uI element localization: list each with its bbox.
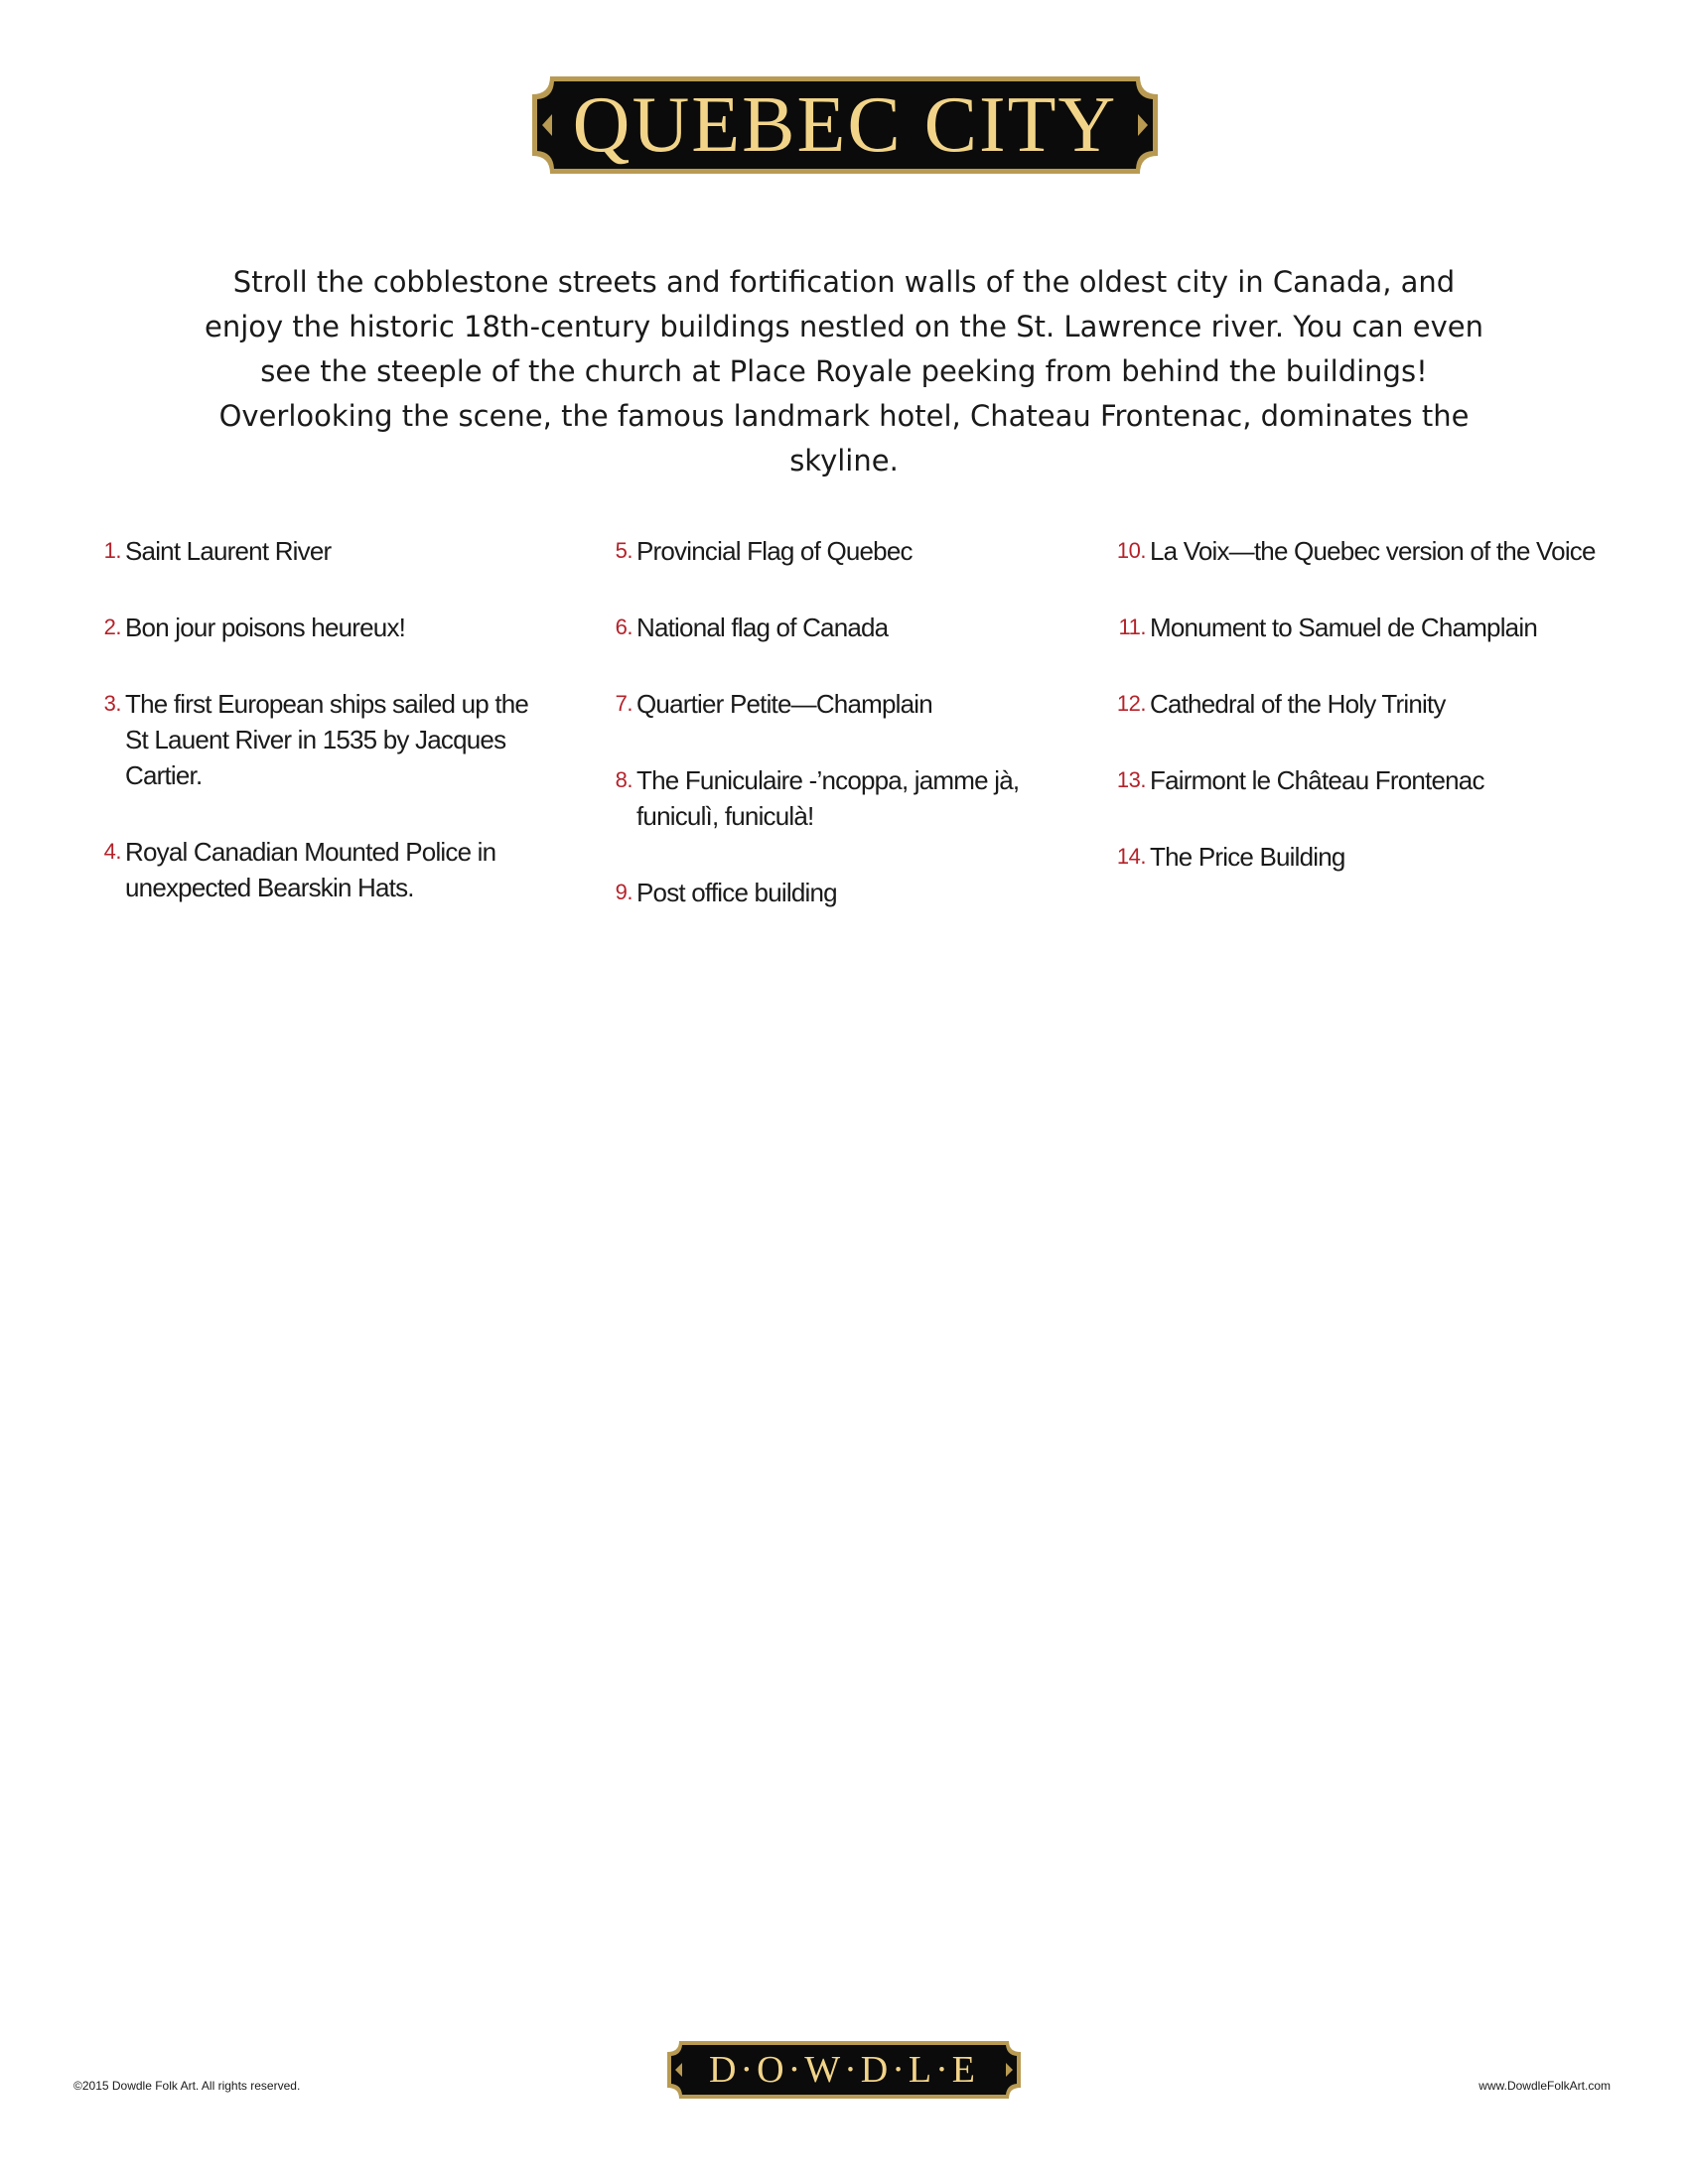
key-text: National flag of Canada [636, 613, 889, 642]
key-item [601, 610, 1067, 645]
key-number: 5. [615, 538, 633, 563]
key-number: 12. [1116, 691, 1146, 716]
key-item [89, 834, 556, 905]
key-item [1110, 839, 1646, 875]
key-text: Saint Laurent River [125, 536, 332, 566]
key-text: The first European ships sailed up the St Lauent River in 1535 by Jacques Cartier. [125, 689, 529, 790]
page-title: QUEBEC CITY [572, 81, 1118, 169]
key-item [1110, 533, 1646, 569]
dowdle-logo-text: D·O·W·D·L·E [709, 2049, 979, 2091]
key-text: Post office building [636, 878, 837, 907]
key-item [601, 686, 1067, 722]
key-text: Bon jour poisons heureux! [125, 613, 406, 642]
key-number: 10. [1116, 538, 1146, 563]
key-number: 13. [1116, 767, 1146, 792]
footer-url[interactable]: www.DowdleFolkArt.com [1478, 2079, 1611, 2093]
key-item [1110, 762, 1646, 798]
title-banner [528, 72, 1162, 178]
key-text: Fairmont le Château Frontenac [1150, 765, 1484, 795]
key-column-2 [601, 533, 1067, 951]
intro-paragraph: Stroll the cobblestone streets and fortification walls of the oldest city in Canada, and enjoy the historic 18th-century buildings nestled on the St. Lawrence river. You can even see the steeple of the church at Place Royale peeking from behind the buildings! Overlooking the scene, the famous landmark hotel, Chateau Frontenac, dominates the skyline. [204, 265, 1483, 478]
key-text: The Price Building [1150, 842, 1345, 872]
key-item [601, 762, 1067, 834]
key-item [601, 533, 1067, 569]
key-text: Royal Canadian Mounted Police in unexpected Bearskin Hats. [125, 837, 496, 902]
key-text: Cathedral of the Holy Trinity [1150, 689, 1446, 719]
key-item [1110, 686, 1646, 722]
key-number: 9. [615, 880, 633, 904]
key-number: 4. [103, 839, 121, 864]
key-item [1110, 610, 1646, 645]
key-text: Quartier Petite—Champlain [636, 689, 932, 719]
key-text: La Voix—the Quebec version of the Voice [1150, 536, 1596, 566]
key-number: 8. [615, 767, 633, 792]
key-text: The Funiculaire -’ncoppa, jamme jà, funiculì, funiculà! [636, 765, 1020, 831]
key-number: 14. [1116, 844, 1146, 869]
footer-copyright: ©2015 Dowdle Folk Art. All rights reserved. [73, 2079, 301, 2093]
key-item [89, 533, 556, 569]
key-item [89, 686, 556, 793]
key-text: Provincial Flag of Quebec [636, 536, 913, 566]
key-number: 2. [103, 614, 121, 639]
key-text: Monument to Samuel de Champlain [1150, 613, 1537, 642]
key-number: 6. [615, 614, 633, 639]
dowdle-logo [663, 2038, 1025, 2102]
key-number: 3. [103, 691, 121, 716]
key-item [89, 610, 556, 645]
key-number: 1. [103, 538, 121, 563]
key-column-3 [1110, 533, 1646, 915]
key-item [601, 875, 1067, 910]
key-column-1 [89, 533, 556, 946]
key-number: 7. [615, 691, 633, 716]
key-number: 11. [1118, 614, 1146, 639]
